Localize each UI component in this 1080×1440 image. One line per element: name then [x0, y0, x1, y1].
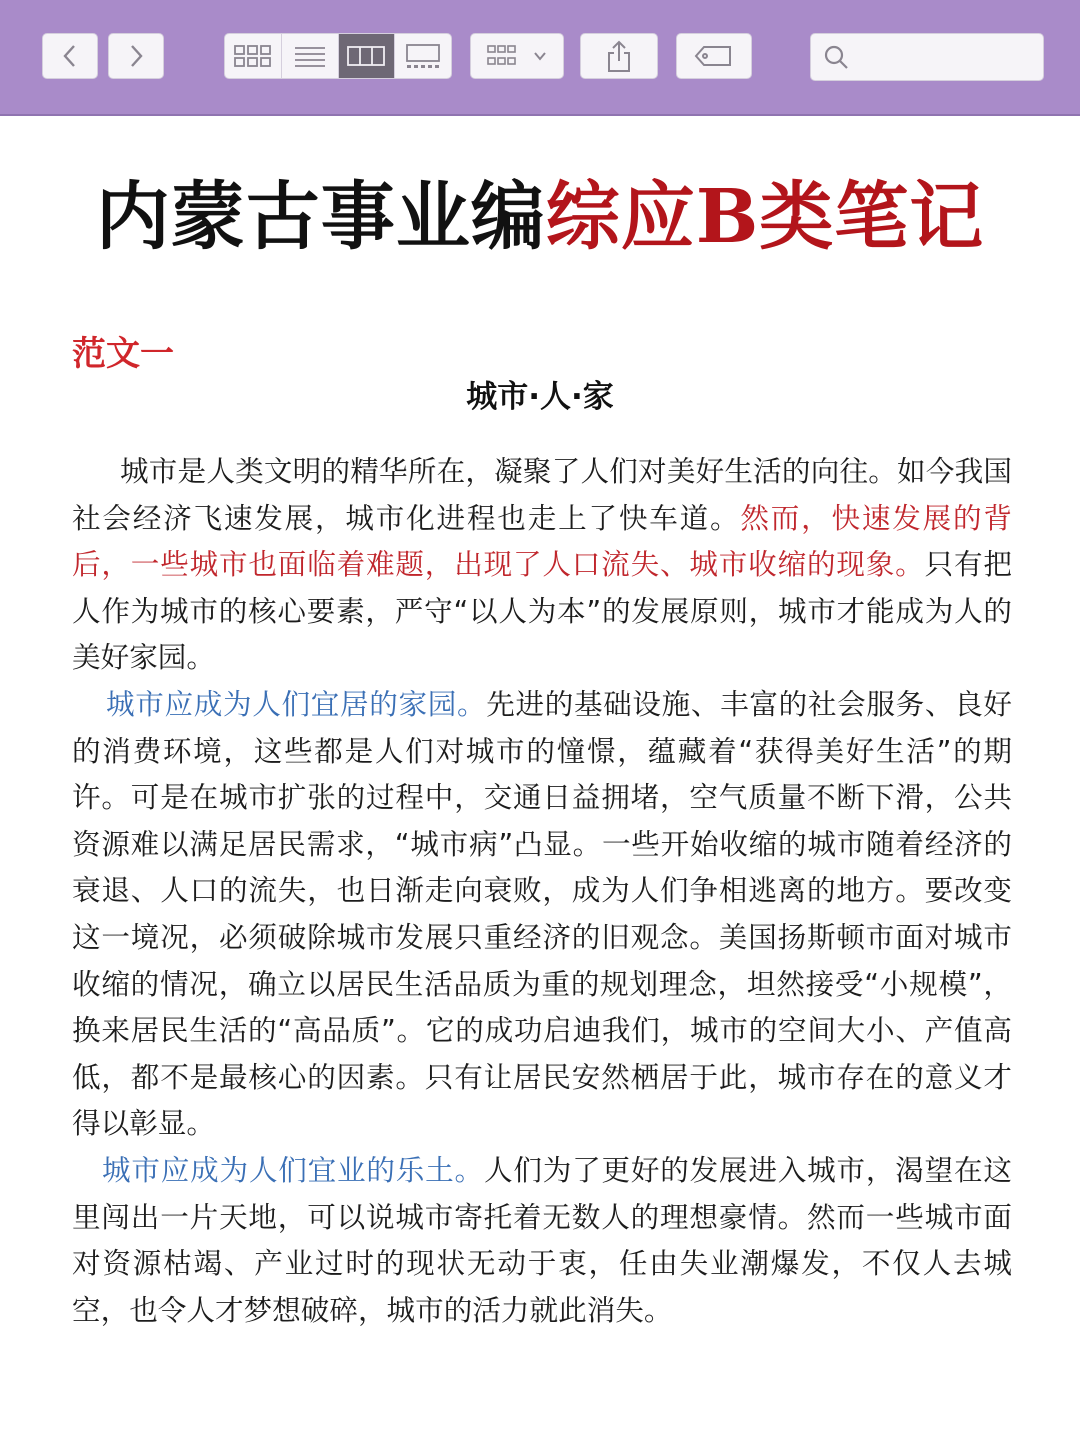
search-icon: [823, 44, 849, 70]
chevron-right-icon: [126, 43, 146, 69]
workplace-body: 人们为了更好的发展进入城市，渴望在这里闯出一片天地，可以说城市寄托着无数人的理想豪情。然而一些城市面对资源枯竭、产业过时的现状无动于衷，任由失业潮爆发，不仅人去城空，也令人才梦想破碎，城市的活力就此消失。: [72, 1152, 1012, 1327]
livable-body: 先进的基础设施、丰富的社会服务、良好的消费环境，这些都是人们对城市的憧憬，蕴藏着“获得美好生活”的期许。可是在城市扩张的过程中，交通日益拥堵，空气质量不断下滑，公共资源难以满足居民需求，“城市病”凸显。一些开始收缩的城市随着经济的衰退、人口的流失，也日渐走向衰败，成为人们争相逃离的地方。要改变这一境况，必须破除城市发展只重经济的旧观念。美国扬斯顿市面对城市收缩的情况，确立以居民生活品质为重的规划理念，坦然接受“小规模”，换来居民生活的“高品质”。它的成功启迪我们，城市的空间大小、产值高低，都不是最核心的因素。只有让居民安然栖居于此，城市存在的意义才得以彰显。: [72, 686, 1012, 1141]
group-by-icon: [486, 44, 526, 68]
list-view-icon: [293, 44, 327, 68]
back-button[interactable]: [42, 33, 98, 79]
view-mode-selector: [224, 33, 452, 79]
paragraph-intro: [72, 448, 1012, 681]
icon-grid-icon: [233, 44, 273, 68]
chevron-down-icon: [532, 50, 548, 62]
livable-topic-sentence: 城市应成为人们宜居的家园。: [106, 686, 487, 721]
view-mode-columns[interactable]: [339, 34, 396, 78]
section-label: 范文一: [72, 334, 174, 374]
forward-button[interactable]: [108, 33, 164, 79]
search-input[interactable]: [857, 46, 1031, 69]
view-mode-list[interactable]: [282, 34, 339, 78]
share-icon: [605, 39, 633, 73]
view-mode-icons[interactable]: [225, 34, 282, 78]
tag-icon: [694, 44, 734, 68]
chevron-left-icon: [60, 43, 80, 69]
search-field[interactable]: [810, 33, 1044, 81]
workplace-topic-sentence: 城市应成为人们宜业的乐土。: [102, 1152, 484, 1187]
paragraph-workplace: [72, 1147, 1012, 1333]
title-highlight: 综应B类笔记: [545, 174, 985, 260]
group-by-button[interactable]: [470, 33, 564, 79]
paragraph-livable: [72, 681, 1012, 1147]
gallery-view-icon: [403, 43, 443, 69]
share-button[interactable]: [580, 33, 658, 79]
tag-button[interactable]: [676, 33, 752, 79]
view-mode-gallery[interactable]: [395, 34, 451, 78]
intro-sentence-1: 城市是人类文明的精华所在，凝聚了人们对美好生活的向往。如今我国社会经济飞速发展，城市化进程也走上了快车道。: [72, 454, 1012, 535]
essay-title: 城市·人·家: [466, 379, 614, 415]
title-prefix: 内蒙古事业编: [95, 174, 546, 260]
intro-sentence-3: 只有把人作为城市的核心要素，严守“以人为本”的发展原则，城市才能成为人的美好家园。: [72, 547, 1012, 675]
document-title: [0, 172, 1080, 262]
intro-highlight: 然而，快速发展的背后，一些城市也面临着难题，出现了人口流失、城市收缩的现象。: [72, 500, 1012, 582]
toolbar: [0, 0, 1080, 116]
essay-body: [72, 448, 1012, 1333]
column-view-icon: [346, 44, 386, 68]
